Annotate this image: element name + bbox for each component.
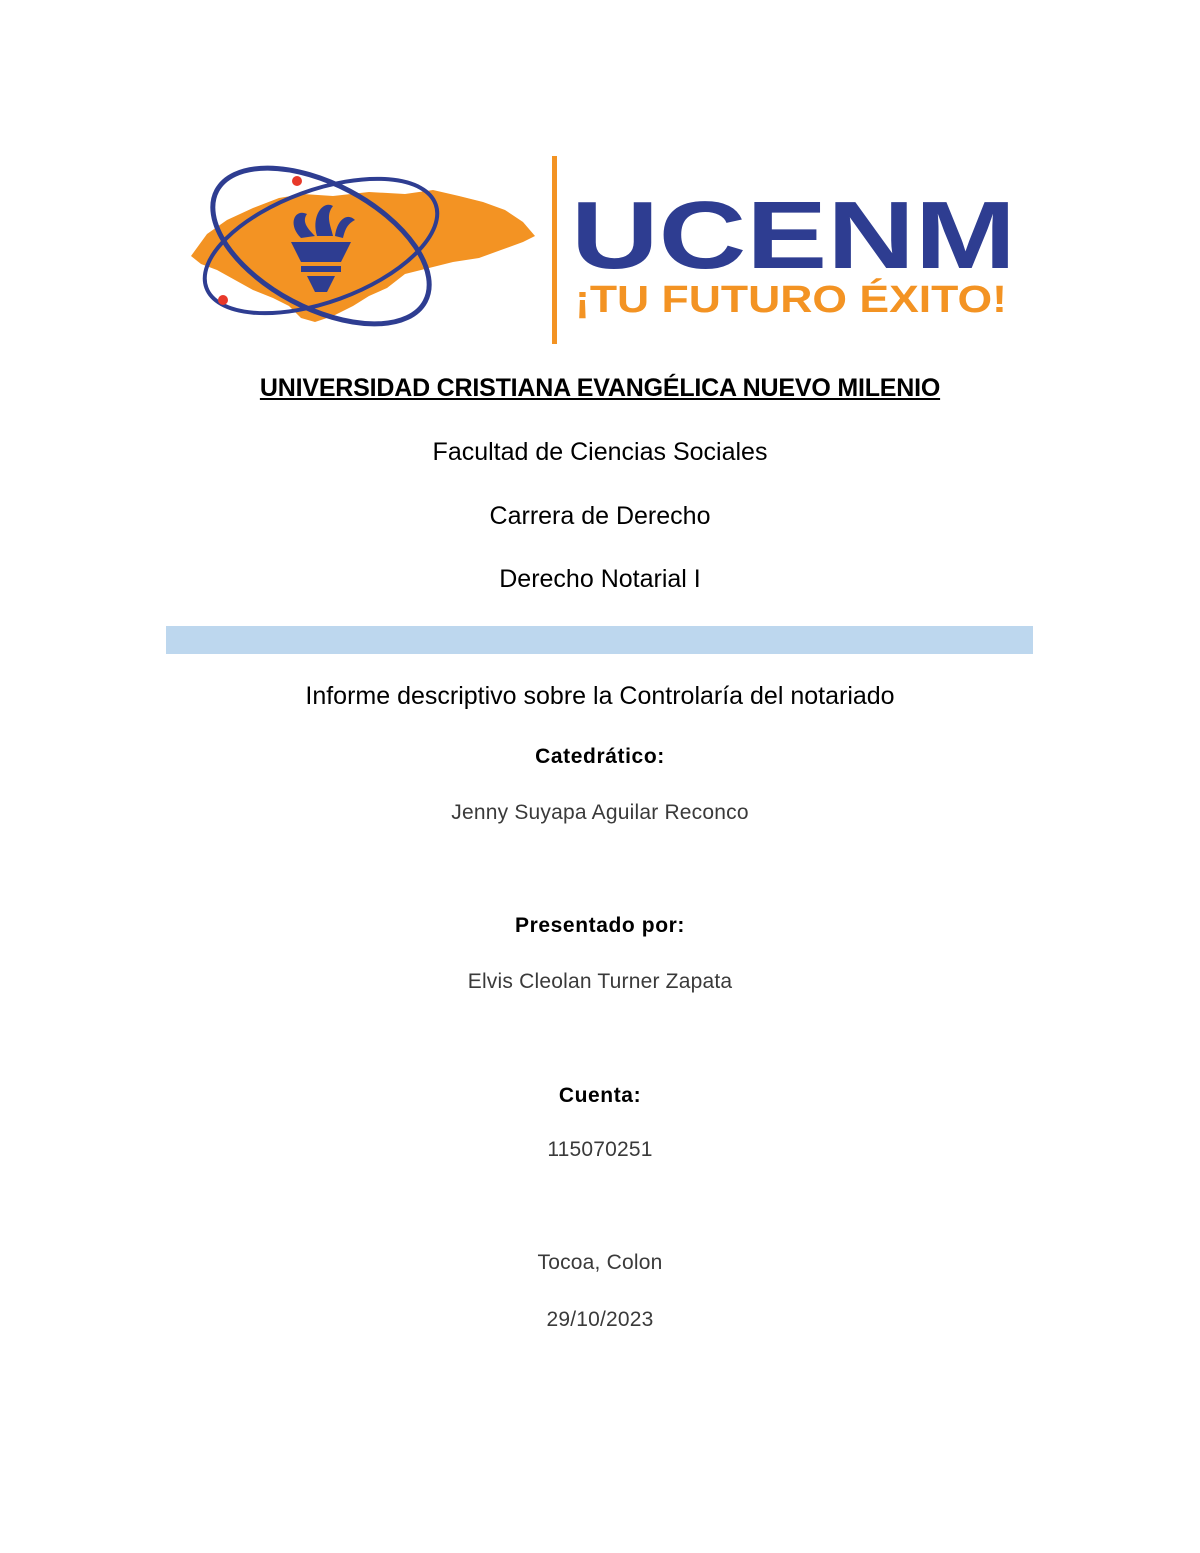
presented-by-label: Presentado por: — [514, 914, 686, 937]
section-divider-bar — [166, 626, 1033, 654]
account-label: Cuenta: — [558, 1084, 642, 1107]
account-number: 115070251 — [547, 1138, 653, 1161]
teacher-name: Jenny Suyapa Aguilar Reconco — [451, 801, 749, 824]
university-name: UNIVERSIDAD CRISTIANA EVANGÉLICA NUEVO MILENIO — [259, 374, 941, 402]
teacher-label: Catedrático: — [535, 745, 665, 768]
logo-slogan: ¡TU FUTURO ÉXITO! — [575, 279, 944, 321]
logo-wordmark: UCENM — [571, 182, 1016, 289]
career-name: Carrera de Derecho — [489, 502, 711, 530]
subject-name: Derecho Notarial I — [499, 565, 701, 593]
date: 29/10/2023 — [546, 1308, 654, 1331]
ucenm-logo — [183, 150, 1023, 350]
report-title: Informe descriptivo sobre la Controlaría del notariado — [305, 682, 895, 710]
orbit-dot — [292, 176, 302, 186]
faculty-name: Facultad de Ciencias Sociales — [432, 438, 768, 466]
honduras-map-shape — [191, 190, 535, 322]
place: Tocoa, Colon — [537, 1251, 663, 1274]
student-name: Elvis Cleolan Turner Zapata — [467, 970, 733, 993]
logo-divider — [552, 156, 557, 344]
orbit-dot — [218, 295, 228, 305]
